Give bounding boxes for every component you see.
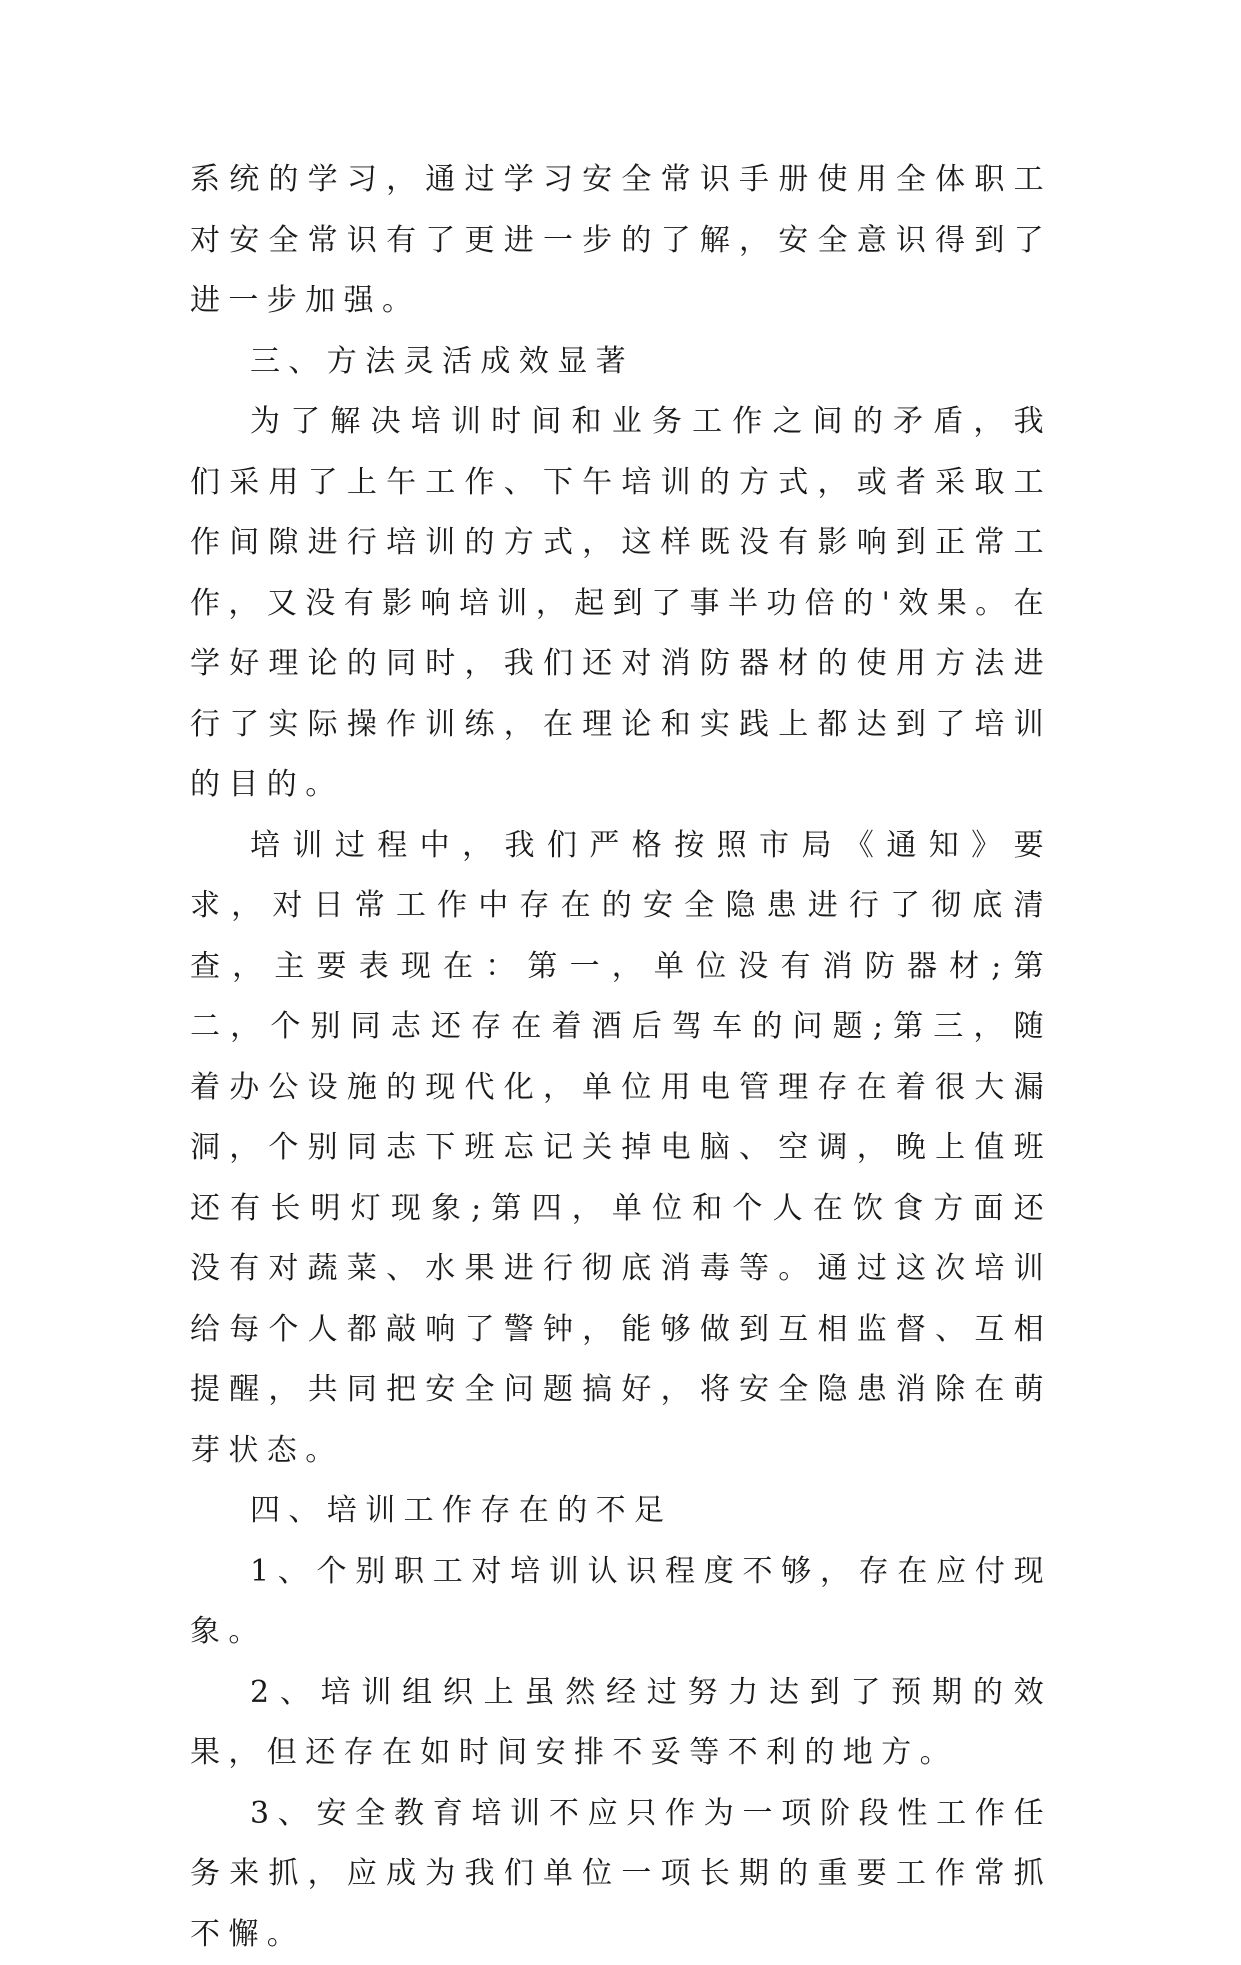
- section-heading-3: 三、方法灵活成效显著: [190, 332, 1052, 393]
- paragraph-hazard-inspection: 培训过程中，我们严格按照市局《通知》要求，对日常工作中存在的安全隐患进行了彻底清查，主要表现在：第一，单位没有消防器材;第二，个别同志还存在着酒后驾车的问题;第三，随着办公设施的现代化，单位用电管理存在着很大漏洞，个别同志下班忘记关掉电脑、空调，晚上值班还有长明灯现象;第四，单位和个人在饮食方面还没有对蔬菜、水果进行彻底消毒等。通过这次培训给每个人都敲响了警钟，能够做到互相监督、互相提醒，共同把安全问题搞好，将安全隐患消除在萌芽状态。: [190, 816, 1052, 1482]
- list-item-3: 3、安全教育培训不应只作为一项阶段性工作任务来抓，应成为我们单位一项长期的重要工作常抓不懈。: [190, 1784, 1052, 1965]
- document-page: [190, 150, 1052, 1965]
- list-item-1: 1、个别职工对培训认识程度不够，存在应付现象。: [190, 1542, 1052, 1663]
- paragraph-continuation: 系统的学习，通过学习安全常识手册使用全体职工对安全常识有了更进一步的了解，安全意识得到了进一步加强。: [190, 150, 1052, 332]
- paragraph-training-method: 为了解决培训时间和业务工作之间的矛盾，我们采用了上午工作、下午培训的方式，或者采取工作间隙进行培训的方式，这样既没有影响到正常工作，又没有影响培训，起到了事半功倍的'效果。在学好理论的同时，我们还对消防器材的使用方法进行了实际操作训练，在理论和实践上都达到了培训的目的。: [190, 392, 1052, 816]
- section-heading-4: 四、培训工作存在的不足: [190, 1481, 1052, 1542]
- list-item-2: 2、培训组织上虽然经过努力达到了预期的效果，但还存在如时间安排不妥等不利的地方。: [190, 1663, 1052, 1784]
